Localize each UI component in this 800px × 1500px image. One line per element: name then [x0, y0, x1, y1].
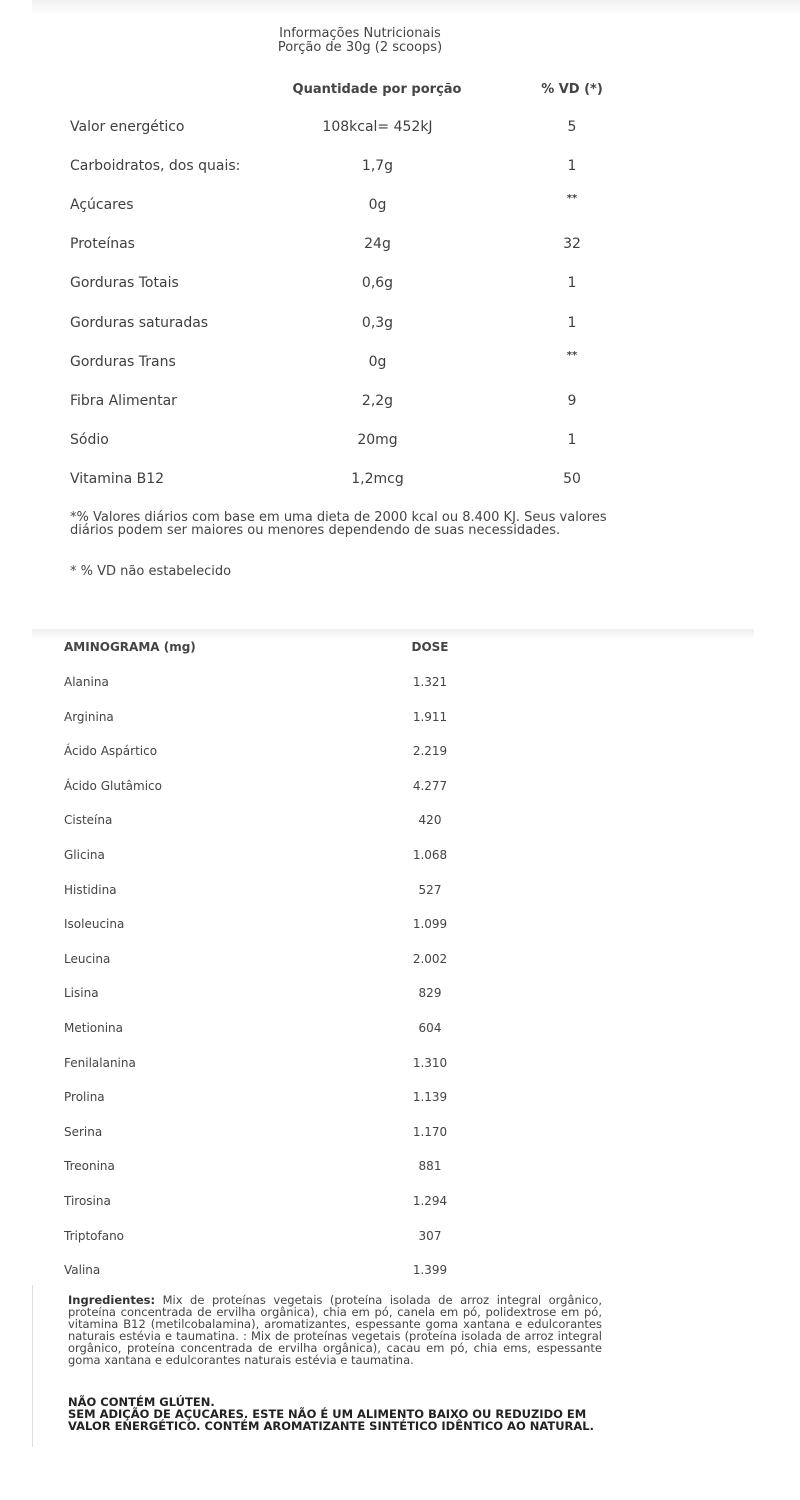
nutrient-vd: 9 [567, 392, 577, 409]
aminogram-row [0, 1125, 800, 1145]
amino-acid-name: Histidina [64, 882, 117, 897]
amino-acid-dose: 881 [418, 1159, 442, 1174]
amino-acid-dose: 2.219 [412, 744, 448, 759]
amino-acid-name: Serina [64, 1124, 103, 1139]
aminogram-row [0, 710, 800, 730]
amino-acid-name: Prolina [64, 1090, 105, 1105]
nutrient-name: Gorduras Totais [70, 275, 179, 292]
amino-acid-name: Alanina [64, 675, 109, 689]
nutrient-vd: 1 [567, 314, 577, 331]
nutrient-name: Valor energético [70, 119, 185, 135]
amino-acid-name: Treonina [64, 1159, 115, 1174]
aminogram-row [0, 813, 800, 833]
nutrient-quantity: 1,7g [361, 158, 394, 175]
amino-acid-dose: 1.170 [412, 1124, 448, 1139]
amino-acid-dose: 527 [418, 882, 442, 897]
sugar-warning: SEM ADIÇÃO DE AÇUCARES. ESTE NÃO É UM ALIMENTO BAIXO OU REDUZIDO EM VALOR ENERGÉTICO. CONTÉM AROMATIZANTE SINTÉTICO IDÊNTICO AO NATURAL. [68, 1407, 595, 1433]
ingredients-block [68, 1294, 602, 1366]
nutrient-name: Gorduras Trans [70, 353, 176, 370]
warnings-block [68, 1396, 602, 1432]
aminogram-row [0, 675, 800, 695]
amino-acid-dose: 1.399 [412, 1263, 448, 1278]
nutrient-name: Proteínas [70, 236, 135, 253]
aminogram-row [0, 1263, 800, 1283]
aminogram-header-name: AMINOGRAMA (mg) [64, 640, 196, 654]
nutrient-vd: 5 [567, 119, 577, 135]
aminogram-header-dose: DOSE [411, 640, 449, 654]
nutrient-quantity: 108kcal= 452kJ [322, 119, 433, 135]
ingredients-text: Mix de proteínas vegetais (proteína isolada de arroz integral orgânico, proteína concentrada de ervilha orgânica), chia em pó, canela em pó, polidextrose em pó, vitamina B12 (metilcobalamina), aromatizantes, espessante goma xantana e edulcorantes naturais estévia e taumatina. : Mix de proteínas vegetais (proteína isolada de arroz integral orgânico, proteína concentrada de ervilha orgânica), cacau em pó, chia ems, espessante goma xantana e edulcorantes naturais estévia e taumatina. [68, 1293, 602, 1367]
amino-acid-dose: 2.002 [412, 951, 448, 966]
nutrition-row [0, 158, 800, 178]
amino-acid-name: Glicina [64, 848, 105, 862]
nutrient-quantity: 20mg [357, 431, 398, 448]
aminogram-row [0, 1021, 800, 1041]
aminogram-row [0, 1229, 800, 1249]
amino-acid-name: Tirosina [64, 1194, 111, 1208]
amino-acid-dose: 1.310 [412, 1055, 448, 1070]
left-border [32, 1285, 33, 1447]
nutrient-quantity: 0g [368, 197, 387, 214]
nutrition-portion: Porção de 30g (2 scoops) [277, 40, 443, 55]
aminogram-row [0, 952, 800, 972]
aminogram-row [0, 779, 800, 799]
aminogram-row [0, 1159, 800, 1179]
header-quantity: Quantidade por porção [292, 82, 462, 97]
amino-acid-name: Fenilalanina [64, 1055, 136, 1070]
nutrient-vd: 1 [567, 275, 577, 292]
amino-acid-name: Triptofano [64, 1228, 125, 1243]
ingredients-label: Ingredientes: [68, 1293, 156, 1307]
nutrition-row [0, 349, 800, 374]
amino-acid-dose: 1.321 [412, 675, 448, 689]
amino-acid-dose: 1.911 [412, 709, 448, 724]
amino-acid-dose: 307 [418, 1228, 442, 1243]
nutrient-quantity: 0g [368, 353, 387, 370]
nutrition-row [0, 432, 800, 452]
amino-acid-dose: 829 [418, 986, 442, 1001]
nutrient-vd: 1 [567, 431, 577, 448]
nutrition-row [0, 471, 800, 491]
amino-acid-name: Arginina [64, 709, 114, 724]
aminogram-row [0, 848, 800, 868]
header-vd: % VD (*) [541, 82, 603, 97]
aminogram-row [0, 1090, 800, 1110]
nutrition-row [0, 236, 800, 256]
daily-values-note: *% Valores diários com base em uma dieta de 2000 kcal ou 8.400 KJ. Seus valores diários podem ser maiores ou menores dependendo de suas necessidades. [70, 510, 607, 538]
nutrient-name: Açúcares [70, 197, 134, 214]
amino-acid-name: Metionina [64, 1021, 124, 1035]
vd-not-established-note: * % VD não estabelecido [70, 564, 232, 579]
nutrient-vd: 50 [563, 470, 581, 487]
amino-acid-dose: 1.099 [412, 917, 448, 932]
nutrient-vd: 32 [563, 236, 581, 253]
nutrient-quantity: 2,2g [361, 392, 394, 409]
amino-acid-name: Isoleucina [64, 917, 125, 932]
nutrition-row [0, 315, 800, 335]
nutrition-row [0, 393, 800, 413]
nutrition-title-block [230, 27, 490, 55]
amino-acid-name: Leucina [64, 951, 111, 966]
aminogram-row [0, 883, 800, 903]
nutrition-row [0, 119, 800, 139]
top-shadow [32, 0, 800, 16]
nutrition-row [0, 275, 800, 295]
amino-acid-dose: 1.294 [412, 1194, 448, 1208]
nutrient-name: Sódio [70, 431, 109, 448]
nutrition-row [0, 193, 800, 217]
nutrient-name: Fibra Alimentar [70, 392, 177, 409]
nutrient-quantity: 0,6g [361, 275, 394, 292]
nutrition-title: Informações Nutricionais [279, 26, 441, 41]
nutrient-vd: 1 [567, 158, 577, 175]
amino-acid-dose: 420 [418, 813, 442, 828]
amino-acid-name: Valina [64, 1263, 101, 1278]
amino-acid-dose: 1.139 [412, 1090, 448, 1105]
aminogram-row [0, 986, 800, 1006]
aminogram-divider [32, 629, 754, 639]
nutrient-vd: ** [566, 349, 578, 361]
amino-acid-dose: 604 [418, 1021, 442, 1035]
nutrient-quantity: 1,2mcg [351, 470, 404, 487]
gluten-warning: NÃO CONTÉM GLÚTEN. [68, 1395, 215, 1409]
amino-acid-name: Ácido Glutâmico [64, 778, 162, 793]
nutrient-name: Gorduras saturadas [70, 314, 209, 331]
aminogram-row [0, 917, 800, 937]
nutrient-quantity: 0,3g [361, 314, 394, 331]
nutrient-quantity: 24g [364, 236, 391, 253]
aminogram-row [0, 1056, 800, 1076]
aminogram-row [0, 744, 800, 764]
amino-acid-dose: 1.068 [412, 848, 448, 862]
nutrient-name: Carboidratos, dos quais: [70, 158, 241, 175]
amino-acid-name: Ácido Aspártico [64, 744, 158, 759]
amino-acid-dose: 4.277 [412, 778, 448, 793]
amino-acid-name: Cisteína [64, 813, 113, 828]
aminogram-row [0, 1194, 800, 1214]
nutrient-vd: ** [566, 193, 578, 205]
amino-acid-name: Lisina [64, 986, 99, 1001]
nutrient-name: Vitamina B12 [70, 470, 165, 487]
